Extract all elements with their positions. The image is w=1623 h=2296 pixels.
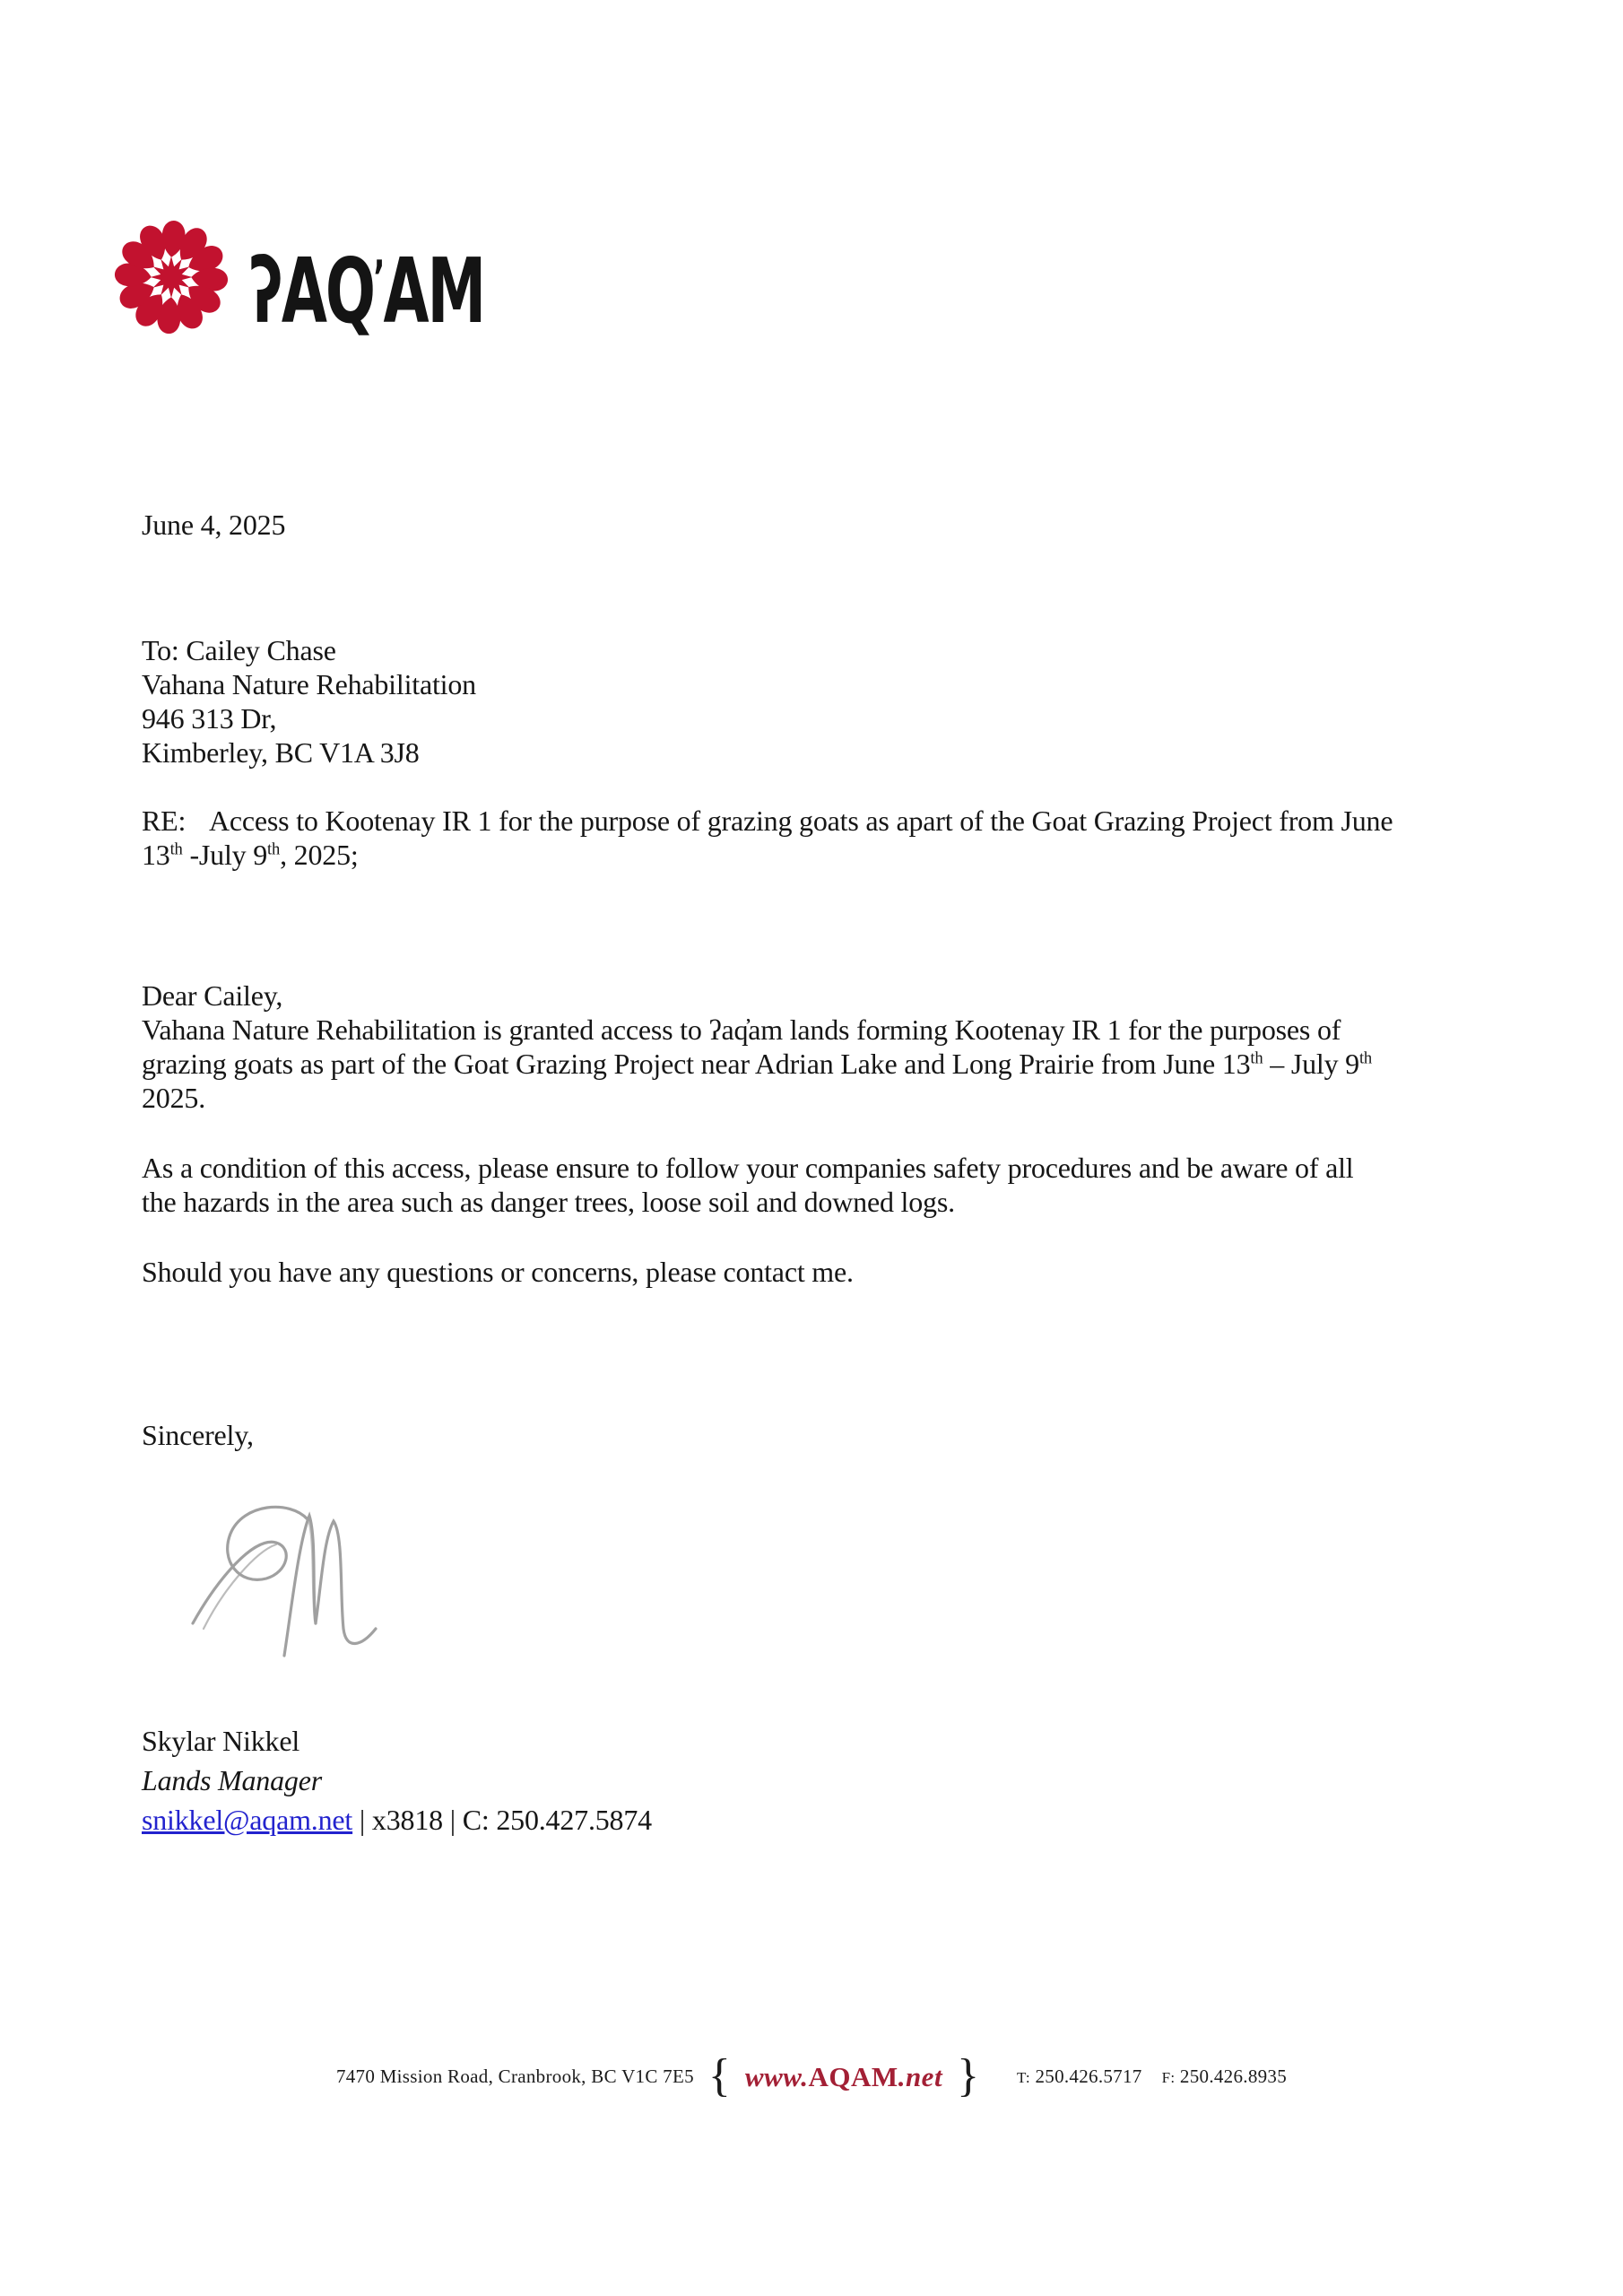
subject-text: Access to Kootenay IR 1 for the purpose of grazing goats as apart of the Goat Grazing Project from June [209, 804, 1393, 837]
footer-website [745, 2061, 942, 2093]
footer-left-brace: { [707, 2050, 731, 2101]
recipient-name: To: Cailey Chase [142, 634, 336, 666]
p1-line-2 [142, 1047, 1505, 1081]
handwritten-signature [184, 1496, 399, 1680]
sender-contact [142, 1800, 652, 1839]
phone-label: T: [1017, 2069, 1030, 2086]
fax-number: 250.426.8935 [1179, 2066, 1288, 2087]
phone-number: 250.426.5717 [1035, 2066, 1142, 2087]
sender-name: Skylar Nikkel [142, 1725, 300, 1757]
body-paragraph-3: Should you have any questions or concerns, please contact me. [142, 1256, 854, 1288]
contact-rest: | x3818 | C: 250.427.5874 [352, 1804, 652, 1836]
p2-line-2: the hazards in the area such as danger trees, loose soil and downed logs. [142, 1186, 955, 1218]
subject-date-mid: -July 9 [182, 839, 268, 871]
salutation: Dear Cailey, [142, 979, 283, 1012]
ordinal-suffix: th [267, 839, 281, 859]
subject-line [142, 804, 1505, 872]
letter-date: June 4, 2025 [142, 509, 286, 541]
sender-title: Lands Manager [142, 1764, 322, 1796]
body-paragraph-1 [142, 978, 1505, 1115]
footer-address: 7470 Mission Road, Cranbrook, BC V1C 7E5 [335, 2066, 694, 2087]
fax-label: F: [1161, 2069, 1176, 2086]
subject-label: RE: [142, 804, 187, 837]
website-www: www. [744, 2060, 809, 2092]
ordinal-suffix: th [1358, 1048, 1372, 1068]
letterhead-footer [0, 2050, 1623, 2103]
wordmark-pre: ʔAQ [249, 239, 375, 344]
subject-date-start: 13 [142, 839, 170, 871]
subject-date-end: , 2025; [280, 839, 359, 871]
aqam-flower-logo-icon [108, 213, 235, 341]
ordinal-suffix: th [169, 839, 183, 859]
recipient-company: Vahana Nature Rehabilitation [142, 668, 476, 700]
email-link[interactable]: snikkel@aqam.net [142, 1804, 353, 1836]
footer-phone [1017, 2066, 1287, 2088]
body-paragraph-2 [142, 1151, 1505, 1219]
website-tld: .net [898, 2060, 943, 2092]
wordmark-post: AM [383, 239, 485, 344]
footer-fax [1162, 2066, 1287, 2087]
p1-line2-text: grazing goats as part of the Goat Grazing Project near Adrian Lake and Long Prairie from June 13 [142, 1048, 1251, 1080]
p1-line-3: 2025. [142, 1082, 206, 1114]
closing: Sincerely, [142, 1419, 254, 1451]
subject-line-2 [142, 838, 1505, 872]
recipient-street: 946 313 Dr, [142, 702, 277, 735]
recipient-address [142, 633, 476, 770]
subject-line-1 [142, 804, 1505, 838]
p1-line-1: Vahana Nature Rehabilitation is granted access to ʔaq̓am lands forming Kootenay IR 1 for the purposes of [142, 1013, 1341, 1046]
p1-line2-text2: – July 9 [1263, 1048, 1359, 1080]
ordinal-suffix: th [1250, 1048, 1263, 1068]
signature-block [142, 1721, 652, 1839]
website-domain: AQAM [808, 2060, 898, 2092]
recipient-city: Kimberley, BC V1A 3J8 [142, 736, 420, 769]
aqam-wordmark [249, 233, 485, 344]
p2-line-1: As a condition of this access, please ensure to follow your companies safety procedures and be aware of all [142, 1152, 1354, 1184]
flower-center [151, 257, 193, 299]
footer-right-brace: } [957, 2050, 980, 2101]
wordmark-apostrophe: ’ [373, 251, 386, 305]
